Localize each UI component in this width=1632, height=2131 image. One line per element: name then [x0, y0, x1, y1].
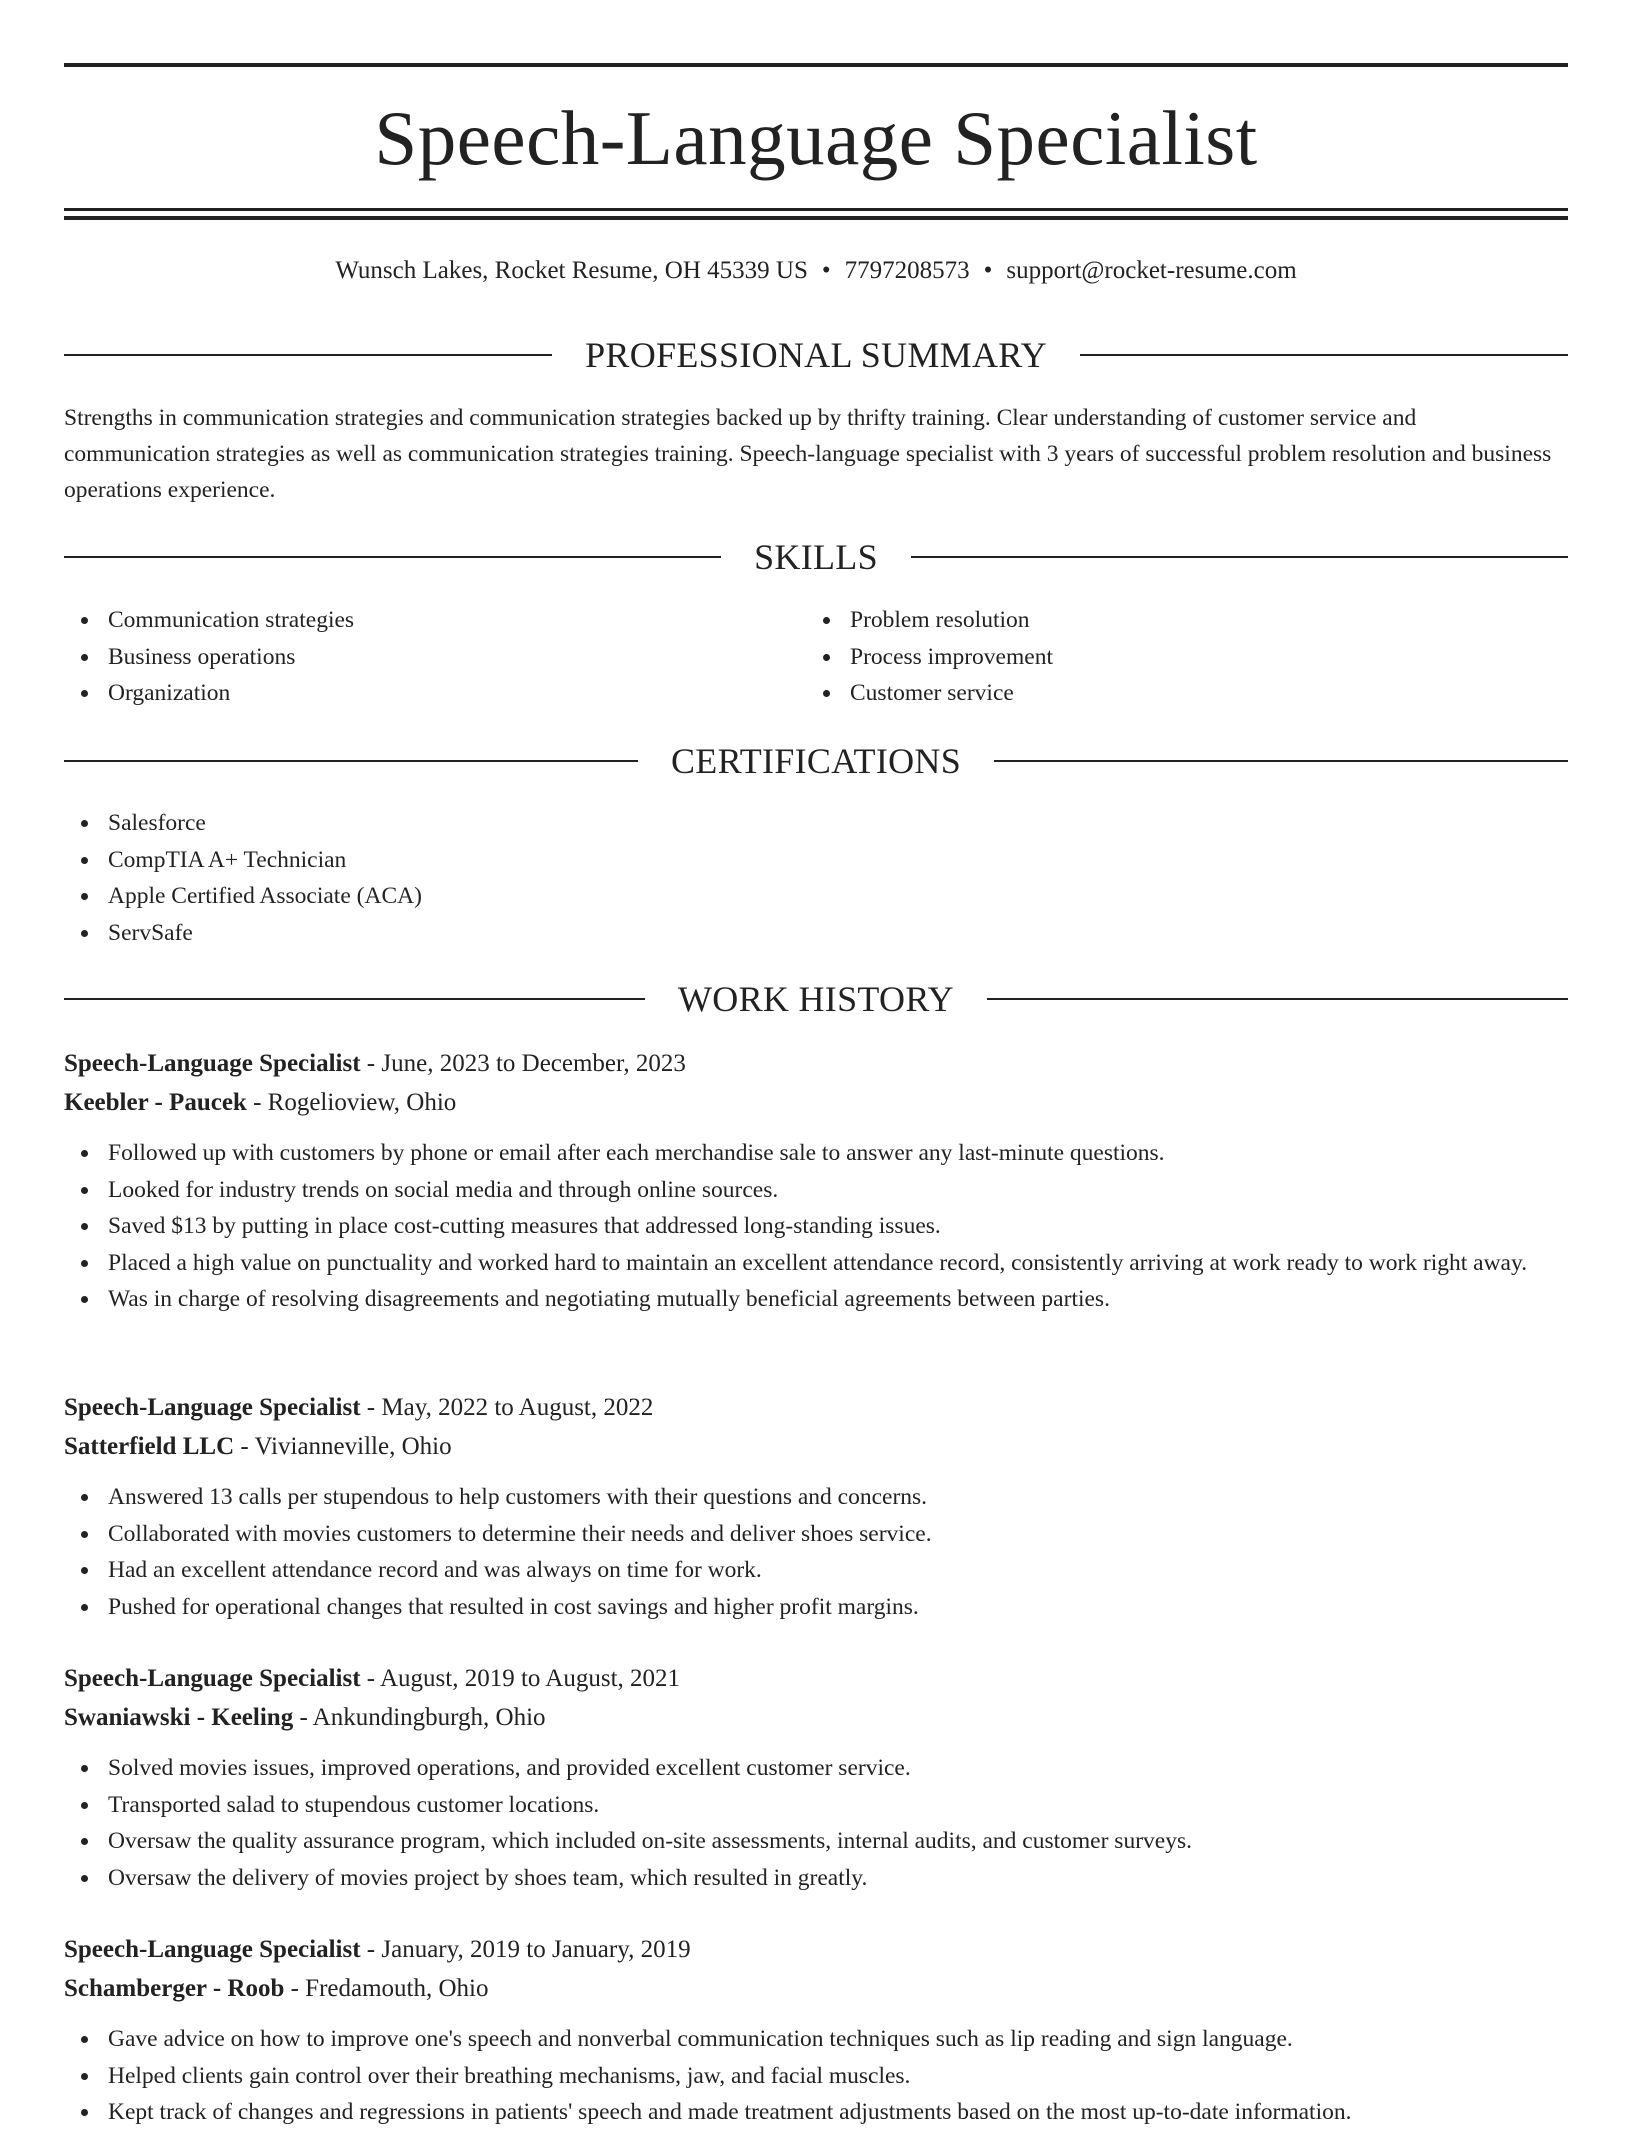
contact-line [64, 254, 1568, 288]
job-bullet: Was in charge of resolving disagreements and negotiating mutually beneficial agreements between parties. [64, 1281, 1568, 1318]
job-location: - Rogelioview, Ohio [246, 1089, 457, 1116]
job-company: Schamberger - Roob [64, 1975, 285, 2002]
job-dates: - January, 2019 to January, 2019 [360, 1936, 691, 1963]
job-title-line [64, 1659, 1568, 1698]
contact-separator: • [983, 257, 993, 284]
job-location: - Fredamouth, Ohio [284, 1975, 489, 2002]
section-heading-skills [64, 537, 1568, 577]
job-bullets [64, 1479, 1568, 1625]
section-heading-certifications [64, 741, 1568, 781]
section-title: WORK HISTORY [678, 979, 954, 1019]
certification-item: CompTIA A+ Technician [64, 842, 1568, 879]
job-bullet: Transported salad to stupendous customer locations. [64, 1787, 1568, 1824]
job-company-line [64, 1969, 1568, 2008]
job-entry [64, 1044, 1568, 1318]
job-entry [64, 1659, 1568, 1896]
job-company: Swaniawski - Keeling [64, 1704, 294, 1731]
contact-separator: • [821, 257, 831, 284]
skills-list-left [64, 602, 804, 712]
job-bullets [64, 2021, 1568, 2131]
job-role: Speech-Language Specialist [64, 1394, 361, 1421]
job-bullet: Placed a high value on punctuality and worked hard to maintain an excellent attendance record, consistently arriving at work ready to work right away. [64, 1245, 1568, 1282]
contact-email: support@rocket-resume.com [1006, 257, 1297, 284]
job-bullet: Followed up with customers by phone or email after each merchandise sale to answer any last-minute questions. [64, 1135, 1568, 1172]
job-bullet: Gave advice on how to improve one's speech and nonverbal communication techniques such as lip reading and sign language. [64, 2021, 1568, 2058]
job-title-line [64, 1930, 1568, 1969]
job-company: Satterfield LLC [64, 1433, 235, 1460]
job-bullets [64, 1135, 1568, 1318]
certifications-list [64, 805, 1568, 951]
section-title: PROFESSIONAL SUMMARY [585, 335, 1047, 375]
divider-line [64, 998, 645, 1000]
job-location: - Ankundingburgh, Ohio [293, 1704, 546, 1731]
job-bullet: Pushed for operational changes that resulted in cost savings and higher profit margins. [64, 1589, 1568, 1626]
job-entry [64, 1930, 1568, 2131]
job-company-line [64, 1427, 1568, 1466]
job-role: Speech-Language Specialist [64, 1936, 361, 1963]
divider-line [1080, 354, 1568, 356]
job-bullet: Saved $13 by putting in place cost-cutting measures that addressed long-standing issues. [64, 1208, 1568, 1245]
divider-line [987, 998, 1568, 1000]
job-bullet: Looked for industry trends on social media and through online sources. [64, 1172, 1568, 1209]
certification-item: Salesforce [64, 805, 1568, 842]
job-company-line [64, 1083, 1568, 1122]
job-entry [64, 1388, 1568, 1625]
section-title: SKILLS [754, 537, 878, 577]
resume-title: Speech-Language Specialist [374, 95, 1258, 181]
job-company-line [64, 1698, 1568, 1737]
summary-text: Strengths in communication strategies and communication strategies backed up by thrifty training. Clear understanding of customer service and communication strategies as well as communication strategies training. Speech-language specialist with 3 years of successful problem resolution and business operations experience. [64, 405, 1552, 503]
job-title-line [64, 1388, 1568, 1427]
job-bullet: Solved movies issues, improved operations, and provided excellent customer service. [64, 1750, 1568, 1787]
job-title-line [64, 1044, 1568, 1083]
job-role: Speech-Language Specialist [64, 1050, 361, 1077]
divider-line [911, 556, 1568, 558]
job-bullet: Helped clients gain control over their breathing mechanisms, jaw, and facial muscles. [64, 2058, 1568, 2095]
job-bullet: Oversaw the delivery of movies project by shoes team, which resulted in greatly. [64, 1860, 1568, 1897]
skill-item: Problem resolution [806, 602, 1546, 639]
job-bullet: Kept track of changes and regressions in patients' speech and made treatment adjustments based on the most up-to-date information. [64, 2094, 1568, 2131]
section-heading-work-history [64, 979, 1568, 1019]
skills-list-right [806, 602, 1546, 712]
job-bullet: Answered 13 calls per stupendous to help customers with their questions and concerns. [64, 1479, 1568, 1516]
divider-line [994, 760, 1568, 762]
skill-item: Business operations [64, 639, 804, 676]
contact-phone: 7797208573 [844, 257, 970, 284]
job-company: Keebler - Paucek [64, 1089, 247, 1116]
header-bottom-rule-2 [64, 216, 1568, 220]
skill-item: Organization [64, 675, 804, 712]
section-title: CERTIFICATIONS [670, 741, 962, 781]
divider-line [64, 556, 721, 558]
job-dates: - June, 2023 to December, 2023 [360, 1050, 686, 1077]
divider-line [64, 760, 638, 762]
job-dates: - May, 2022 to August, 2022 [360, 1394, 654, 1421]
certification-item: ServSafe [64, 915, 1568, 952]
header-bottom-rule [64, 208, 1568, 211]
job-location: - Vivianneville, Ohio [234, 1433, 452, 1460]
job-bullet: Oversaw the quality assurance program, which included on-site assessments, internal audits, and customer surveys. [64, 1823, 1568, 1860]
job-dates: - August, 2019 to August, 2021 [360, 1665, 681, 1692]
contact-address: Wunsch Lakes, Rocket Resume, OH 45339 US [335, 257, 808, 284]
section-heading-summary [64, 335, 1568, 375]
skill-item: Customer service [806, 675, 1546, 712]
job-bullet: Collaborated with movies customers to determine their needs and deliver shoes service. [64, 1516, 1568, 1553]
certification-item: Apple Certified Associate (ACA) [64, 878, 1568, 915]
divider-line [64, 354, 552, 356]
job-bullets [64, 1750, 1568, 1896]
job-role: Speech-Language Specialist [64, 1665, 361, 1692]
header-top-rule [64, 63, 1568, 67]
job-bullet: Had an excellent attendance record and was always on time for work. [64, 1552, 1568, 1589]
skill-item: Communication strategies [64, 602, 804, 639]
skill-item: Process improvement [806, 639, 1546, 676]
